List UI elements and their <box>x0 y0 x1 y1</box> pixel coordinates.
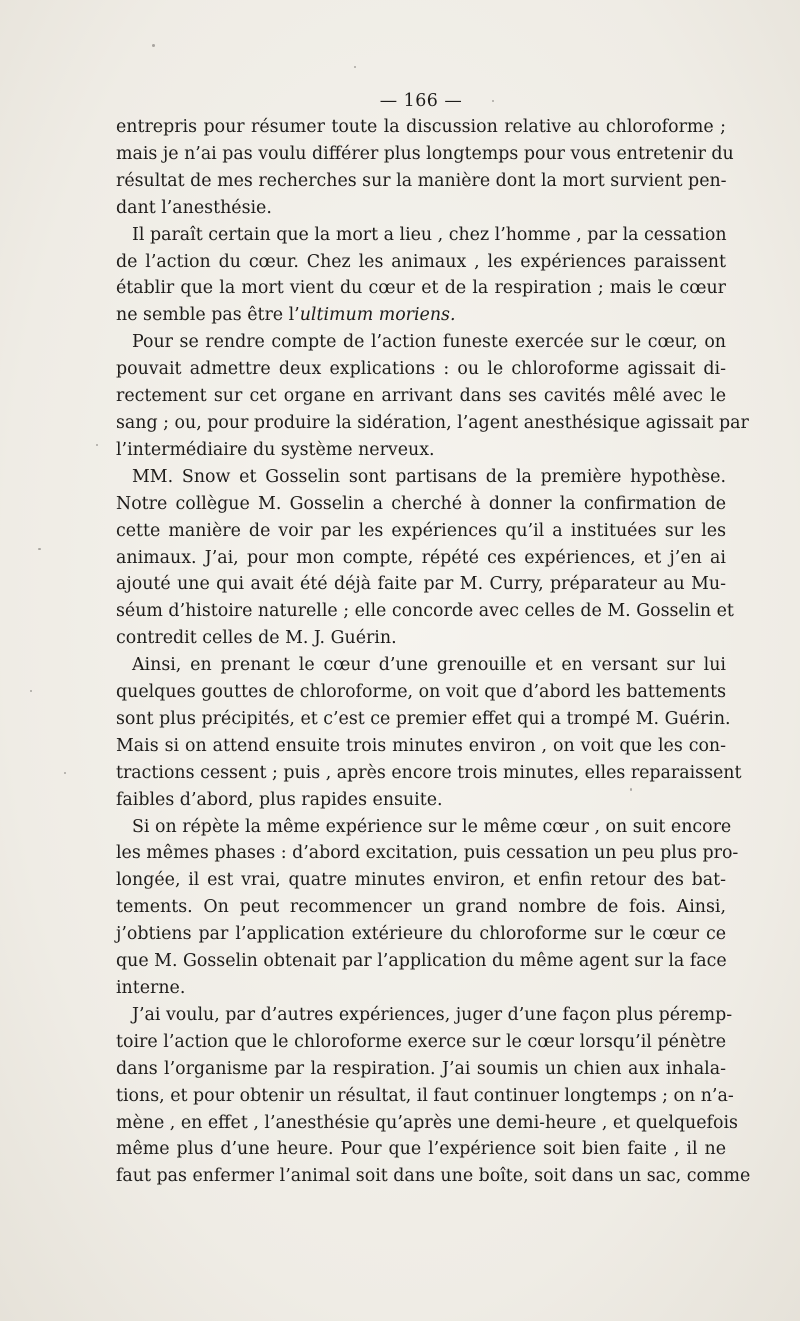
text-line: tements. On peut recommencer un grand nombre de fois. Ainsi, <box>116 897 726 918</box>
text-line: sont plus précipités, et c’est ce premier effet qui a trompé M. Guérin. <box>116 708 731 729</box>
text-line: pouvait admettre deux explications : ou le chloroforme agissait di- <box>116 359 726 380</box>
text-line: Ainsi, en prenant le cœur d’une grenouille et en versant sur lui <box>132 655 726 676</box>
text-line: mais je n’ai pas voulu différer plus longtemps pour vous entretenir du <box>116 143 734 164</box>
ink-speck <box>64 772 66 774</box>
text-line: dant l’anesthésie. <box>116 197 272 218</box>
ink-speck <box>30 690 32 692</box>
text-line: séum d’histoire naturelle ; elle concorde avec celles de M. Gosselin et <box>116 601 734 622</box>
text-line: Il paraît certain que la mort a lieu , chez l’homme , par la cessation <box>132 224 727 245</box>
text-line: interne. <box>116 978 186 998</box>
text-line: Si on répète la même expérience sur le même cœur , on suit encore <box>132 816 732 837</box>
ink-speck <box>96 444 98 446</box>
text-line: MM. Snow et Gosselin sont partisans de la première hypothèse. <box>132 466 726 487</box>
text-line: cette manière de voir par les expériences qu’il a instituées sur les <box>116 520 726 541</box>
ink-speck <box>354 66 356 68</box>
text-line: Notre collègue M. Gosselin a cherché à donner la confirmation de <box>116 493 726 514</box>
text-line: les mêmes phases : d’abord excitation, puis cessation un peu plus pro- <box>116 843 739 864</box>
text-line: faibles d’abord, plus rapides ensuite. <box>116 789 443 810</box>
paragraph-4 <box>116 464 734 652</box>
text-line: établir que la mort vient du cœur et de la respiration ; mais le cœur <box>116 278 726 299</box>
page-text <box>116 88 751 1190</box>
paragraph-5 <box>116 652 742 813</box>
text-line: entrepris pour résumer toute la discussion relative au chloroforme ; <box>116 117 726 137</box>
paragraph-6 <box>116 814 739 1002</box>
text-line <box>116 302 726 329</box>
text-line: tions, et pour obtenir un résultat, il faut continuer longtemps ; on n’a- <box>116 1085 734 1106</box>
ink-speck <box>38 548 41 550</box>
italic-phrase: ultimum moriens. <box>299 305 456 326</box>
text-line: animaux. J’ai, pour mon compte, répété ces expériences, et j’en ai <box>116 547 726 568</box>
text-line: mène , en effet , l’anesthésie qu’après une demi-heure , et quelquefois <box>116 1112 738 1133</box>
text-line: dans l’organisme par la respiration. J’ai soumis un chien aux inhala- <box>116 1058 726 1079</box>
paragraph-1 <box>116 114 734 222</box>
text-line: Pour se rendre compte de l’action funeste exercée sur le cœur, on <box>132 332 726 353</box>
page-number: — 166 — <box>379 91 463 111</box>
text-line: tractions cessent ; puis , après encore trois minutes, elles reparaissent <box>116 762 742 783</box>
paragraph-7 <box>116 1002 751 1190</box>
text-line: toire l’action que le chloroforme exerce sur le cœur lorsqu’il pénètre <box>116 1031 726 1052</box>
text-line: j’obtiens par l’application extérieure du chloroforme sur le cœur ce <box>116 924 726 945</box>
ink-speck <box>152 44 155 47</box>
text-line: quelques gouttes de chloroforme, on voit que d’abord les battements <box>116 682 726 703</box>
text-line: J’ai voulu, par d’autres expériences, juger d’une façon plus péremp- <box>132 1004 733 1025</box>
paragraph-2 <box>116 222 726 330</box>
text-line: l’intermédiaire du système nerveux. <box>116 439 435 460</box>
text-line: résultat de mes recherches sur la manière dont la mort survient pen- <box>116 170 727 191</box>
text-line: sang ; ou, pour produire la sidération, l’agent anesthésique agissait par <box>116 412 749 433</box>
text-line: Mais si on attend ensuite trois minutes environ , on voit que les con- <box>116 735 726 756</box>
text-line: que M. Gosselin obtenait par l’application du même agent sur la face <box>116 951 727 972</box>
text-line: de l’action du cœur. Chez les animaux , les expériences paraissent <box>116 251 726 272</box>
text-line: contredit celles de M. J. Guérin. <box>116 628 397 649</box>
text-line: rectement sur cet organe en arrivant dans ses cavités mêlé avec le <box>116 386 726 407</box>
text-fragment: ne semble pas être l’ <box>116 305 300 326</box>
paragraph-3 <box>116 329 749 464</box>
text-line: longée, il est vrai, quatre minutes environ, et enfin retour des bat- <box>116 870 726 891</box>
text-line: ajouté une qui avait été déjà faite par M. Curry, préparateur au Mu- <box>116 574 726 595</box>
text-line: même plus d’une heure. Pour que l’expérience soit bien faite , il ne <box>116 1139 726 1160</box>
text-line: faut pas enfermer l’animal soit dans une boîte, soit dans un sac, comme <box>116 1166 751 1187</box>
